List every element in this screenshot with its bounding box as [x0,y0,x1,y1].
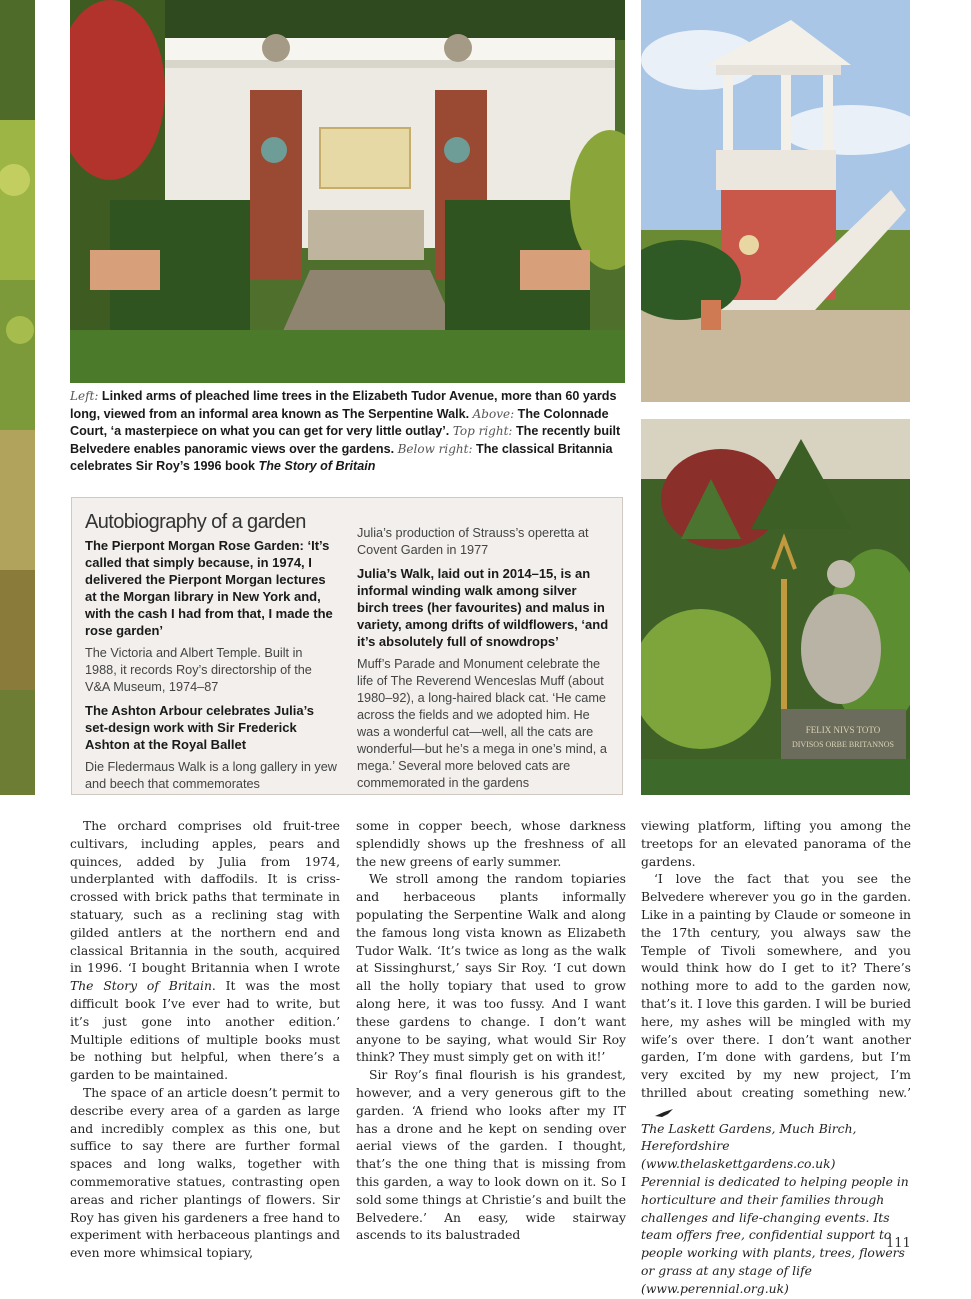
article-column-3 [641,818,911,1299]
article-column-2 [356,818,626,1245]
caption-book-title: The Story of Britain [258,459,376,474]
sidebar-item-muffs-parade: Muff’s Parade and Monument celebrate the life of The Reverend Wenceslas Muff (about 1980–92), a long-haired black cat. ‘He came across the fields and we adopted him. He was a wonderful cat—well, all the cats are wonderful—but he’s a mega in one’s mind, a mega.’ Several more beloved cats are commemorated in the gardens [357,657,607,790]
article-column-1 [70,818,340,1263]
article-text: The orchard comprises old fruit-tree cultivars, including apples, pears and quinces, added by Julia from 1974, underplanted with daffodils. It is criss-crossed with brick paths that terminate in statuary, such as a reclining stag with gilded antlers at the northern end and classical Britannia in the south, acquired in 1996. ‘I bought Britannia when I wrote [70,819,340,976]
article-paragraph: The space of an article doesn’t permit to describe every area of a garden as large and incredibly complex as this one, but suffice to say there are further formal spaces and long walks, together with commemorative statues, contrasting open areas and richer plantings of flowers. Sir Roy has given his gardeners a free hand to experiment with herbaceous plantings and even more whimsical topiary, [70,1085,340,1261]
inscription-line-1: FELIX NIVS TOTO [805,725,881,735]
caption-left-text: Linked arms of pleached lime trees in the Elizabeth Tudor Avenue, more than 60 yards long, viewed from an informal area known as The Serpentine Walk. [70,389,617,421]
sidebar-item-fledermaus-walk: Die Fledermaus Walk is a long gallery in yew and beech that commemorates [85,760,337,791]
end-mark-bird-icon [641,1106,661,1116]
article-charity-note: Perennial is dedicated to helping people in horticulture and their families through challenges and life-changing events. Its team offers free, confidential support to people working with plants, trees, flowers or grass at any stage of life (www.perennial.org.uk) [641,1174,909,1296]
caption-above-text: The Colonnade Court, ‘a masterpiece on what you can get for very little outlay’. [70,406,609,439]
article-paragraph: some in copper beech, whose darkness splendidly shows up the freshness of all the new greens of early summer. [356,819,626,869]
sidebar-item-ashton-arbour: The Ashton Arbour celebrates Julia’s set-design work with Sir Frederick Ashton at the Royal Ballet [85,703,314,752]
sidebar-title: Autobiography of a garden [85,511,306,533]
caption-left-label: Left: [70,389,99,403]
article-paragraph: Sir Roy’s final flourish is his grandest, however, and a very generous gift to the garden. ‘A friend who looks after my IT has a drone and he kept on sending over aerial views of the garden. I thought, that’s the one thing that is missing from this garden, a way to look down on it. So I sold some things at Christie’s and built the Belvedere.’ An easy, wide stairway ascends to its balustraded [356,1068,626,1243]
belvedere-photo [641,0,910,402]
caption-topright-text: The recently built Belvedere enables panoramic views over the gardens. [70,424,621,456]
article-book-title: The Story of Britain [70,979,212,994]
britannia-statue-photo [641,419,910,795]
caption-belowright-label: Below right: [397,441,473,456]
page-number: 111 [886,1236,911,1251]
sidebar-item-va-temple: The Victoria and Albert Temple. Built in 1988, it records Roy’s directorship of the V&A Museum, 1974–87 [85,646,312,694]
article-paragraph: We stroll among the random topiaries and herbaceous plants informally populating the Serpentine Walk and along the famous long vista known as Elizabeth Tudor Walk. ‘It’s twice as long as the walk at Sissinghurst,’ says Sir Roy. ‘I cut down all the holly topiary that used to grow along here, it was too fussy. And I want these gardens to change. I don’t want anyone to be saying, what would Sir Roy think? They must simply get on with it!’ [356,872,626,1065]
inscription-line-2: DIVISOS ORBE BRITANNOS [791,740,895,749]
caption-above-label: Above: [472,406,515,421]
sidebar-item-rose-garden: The Pierpont Morgan Rose Garden: ‘It’s called that simply because, in 1974, I delivered the Pierpont Morgan lectures at the Morgan library in New York and, with the cash I had from that, I made the rose garden’ [85,538,333,638]
colonnade-court-photo [70,0,625,383]
photo-caption [70,388,625,476]
sidebar-column-right [357,525,609,798]
caption-topright-label: Top right: [452,424,513,439]
article-paragraph [70,818,340,1085]
article-text: . It was the most difficult book I’ve ever had to write, but it’s just gone into another edition.’ Multiple editions of multiple books must be nothing but helpful, when there’s a garden to be maintained. [70,979,340,1083]
sidebar-item-julias-walk: Julia’s Walk, laid out in 2014–15, is an informal winding walk among silver birch trees (her favourites) and malus in variety, among drifts of wildflowers, ‘and it’s absolutely full of snowdrops’ [357,566,609,649]
article-paragraph [641,871,911,1120]
sidebar-item-fledermaus-cont: Julia’s production of Strauss’s operetta at Covent Garden in 1977 [357,526,589,557]
autobiography-sidebar [71,497,623,795]
caption-belowright-text: The classical Britannia celebrates Sir Roy’s 1996 book [70,441,613,474]
article-text: ‘I love the fact that you see the Belvedere wherever you go in the garden. Like in a painting by Claude or someone in the 17th century, you always saw the Temple of Tivoli somewhere, and you would think how do I get to it? There’s nothing more to add to the garden now, that’s it. I love this garden. I will be buried here, my ashes will be mingled with my wife’s over there. I don’t want another garden, I’m done with gardens, but I’m very excited by my new project, I’m thrilled about creating something new.’ [641,872,911,1100]
article-paragraph: viewing platform, lifting you among the treetops for an elevated panorama of the gardens. [641,819,911,869]
article-address: The Laskett Gardens, Much Birch, Herefordshire (www.thelaskettgardens.co.uk) [641,1121,857,1172]
left-strip-garden-photo [0,0,35,795]
sidebar-column-left [85,511,337,799]
